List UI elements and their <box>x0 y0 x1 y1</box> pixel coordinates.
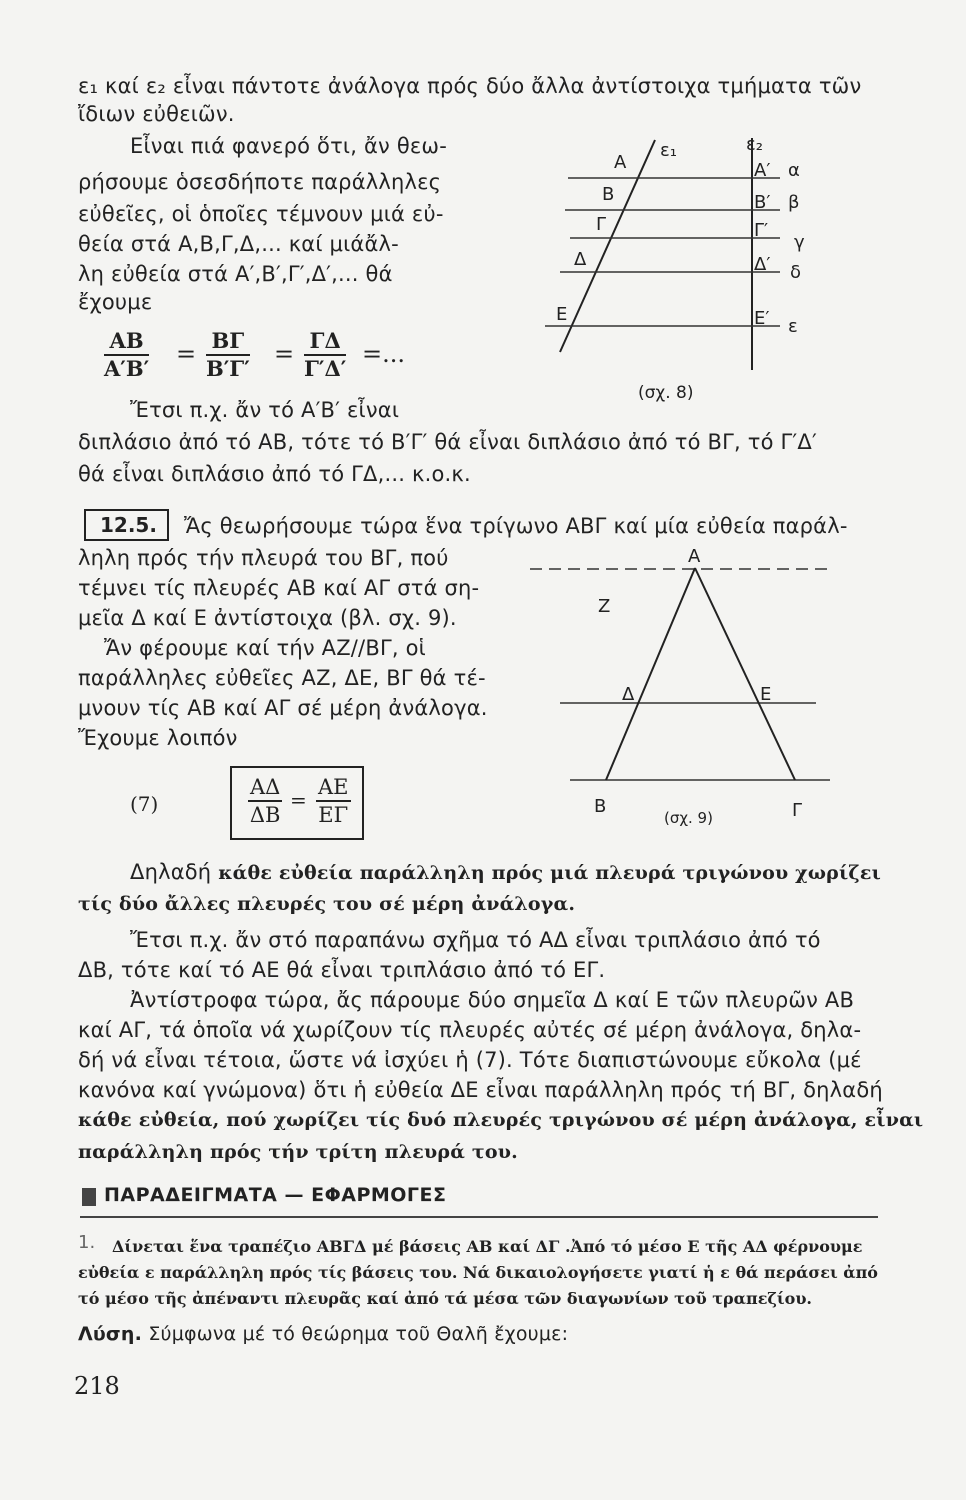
equals-ellipsis: =... <box>362 340 405 368</box>
theorem-line: τίς δύο ἄλλες πλευρές του σέ μέρη ἀνάλογα. <box>78 893 576 915</box>
label-E: Ε <box>556 304 568 325</box>
divider <box>80 1216 878 1218</box>
label-G: Γ <box>792 800 803 821</box>
label-e1: ε₁ <box>660 140 677 161</box>
text-line: ε₁ καί ε₂ εἶναι πάντοτε ἀνάλογα πρός δύο ἄλλα ἀντίστοιχα τμήματα τῶν <box>78 74 862 98</box>
converse-line: κάθε εὐθεία, πού χωρίζει τίς δυό πλευρές τριγώνου σέ μέρη ἀνάλογα, εἶναι <box>78 1109 924 1131</box>
label-E-prime: Ε′ <box>754 308 770 329</box>
text-line: εὐθεῖες, οἱ ὁποῖες τέμνουν μιά εὐ- <box>78 202 444 226</box>
section-number: 12.5. <box>84 509 169 541</box>
figure-9 <box>520 540 840 830</box>
text-line: ἔχουμε <box>78 290 153 314</box>
theorem-line: Δηλαδή κάθε εὐθεία παράλληλη πρός μιά πλευρά τριγώνου χωρίζει <box>130 860 881 884</box>
figure-9-caption: (σχ. 9) <box>664 809 713 827</box>
solution-line: Λύση. Σύμφωνα μέ τό θεώρημα τοῦ Θαλῆ ἔχουμε: <box>78 1323 569 1345</box>
label-epsilon: ε <box>788 316 798 337</box>
fraction-bg: $\frac{B\Gamma}{B'\Gamma'}$ <box>206 328 250 381</box>
text-line: διπλάσιο ἀπό τό ΑΒ, τότε τό Β′Γ′ θά εἶναι διπλάσιο ἀπό τό ΒΓ, τό Γ′Δ′ <box>78 430 817 454</box>
text-line: Ἔτσι π.χ. ἄν τό Α′Β′ εἶναι <box>130 398 400 422</box>
text-line: Ἔχουμε λοιπόν <box>78 726 238 750</box>
label-D: Δ <box>574 249 587 270</box>
text-line: παράλληλες εὐθεῖες ΑΖ, ΔΕ, ΒΓ θά τέ- <box>78 666 486 690</box>
text-line: μεῖα Δ καί Ε ἀντίστοιχα (βλ. σχ. 9). <box>78 606 457 630</box>
text-line: ρήσουμε ὁσεσδήποτε παράλληλες <box>78 170 442 194</box>
label-delta: δ <box>790 262 802 283</box>
label-alpha: α <box>788 160 800 181</box>
exercise-line: τό μέσο τῆς ἀπέναντι πλευρᾶς καί ἀπό τά μέσα τῶν διαγωνίων τοῦ τραπεζίου. <box>78 1289 812 1308</box>
label-A: Α <box>614 152 627 173</box>
label-Z: Ζ <box>598 596 611 617</box>
text-line: κανόνα καί γνώμονα) ὅτι ἡ εὐθεία ΔΕ εἶναι παράλληλη πρός τή ΒΓ, δηλαδή <box>78 1078 883 1102</box>
equals-sign: = <box>290 788 307 812</box>
page-number: 218 <box>74 1372 120 1400</box>
text-line: Ἄς θεωρήσουμε τώρα ἕνα τρίγωνο ΑΒΓ καί μία εὐθεία παράλ- <box>184 514 848 538</box>
equals-sign: = <box>274 340 295 368</box>
text-line: λη εὐθεία στά Α′,Β′,Γ′,Δ′,... θά <box>78 262 393 286</box>
text-line: Ἀντίστροφα τώρα, ἄς πάρουμε δύο σημεῖα Δ καί Ε τῶν πλευρῶν ΑΒ <box>130 988 855 1012</box>
fraction-ab: $\frac{AB}{A'B'}$ <box>104 328 150 381</box>
text-line: Ἄν φέρουμε καί τήν ΑΖ//ΒΓ, οἱ <box>104 636 426 660</box>
equals-sign: = <box>176 340 197 368</box>
label-e2: ε₂ <box>746 134 763 155</box>
fraction-ad-db: $\frac{A\Delta}{\Delta B}$ <box>249 775 281 827</box>
fraction-gd: $\frac{\Gamma\Delta}{\Gamma'\Delta'}$ <box>304 328 347 381</box>
label-G-prime: Γ′ <box>754 220 769 241</box>
figure-8 <box>540 130 830 420</box>
text-line: μνουν τίς ΑΒ καί ΑΓ σέ μέρη ἀνάλογα. <box>78 696 488 720</box>
text-line: θεία στά Α,Β,Γ,Δ,... καί μιάἄλ- <box>78 232 399 256</box>
text-line: ΔΒ, τότε καί τό ΑΕ θά εἶναι τριπλάσιο ἀπό τό ΕΓ. <box>78 958 606 982</box>
label-B-prime: Β′ <box>754 192 771 213</box>
label-E: Ε <box>760 684 772 705</box>
exercise-line: Δίνεται ἕνα τραπέζιο ΑΒΓΔ μέ βάσεις ΑΒ καί ΔΓ .Ἀπό τό μέσο Ε τῆς ΑΔ φέρνουμε <box>112 1237 863 1256</box>
figure-8-caption: (σχ. 8) <box>638 383 694 403</box>
text-line: θά εἶναι διπλάσιο ἀπό τό ΓΔ,... κ.ο.κ. <box>78 462 471 486</box>
label-G: Γ <box>596 214 607 235</box>
examples-heading: ΠΑΡΑΔΕΙΓΜΑΤΑ — ΕΦΑΡΜΟΓΕΣ <box>104 1184 447 1206</box>
text-line: ἴδιων εὐθειῶν. <box>78 102 235 126</box>
label-B: Β <box>602 184 615 205</box>
label-A: Α <box>688 546 701 567</box>
text-line: ληλη πρός τήν πλευρά του ΒΓ, πού <box>78 546 449 570</box>
text-line: καί ΑΓ, τά ὁποῖα νά χωρίζουν τίς πλευρές αὐτές σέ μέρη ἀνάλογα, δηλα- <box>78 1018 862 1042</box>
label-D: Δ <box>622 684 635 705</box>
text-line: δή νά εἶναι τέτοια, ὥστε νά ἰσχύει ἡ (7). Τότε διαπιστώνουμε εὔκολα (μέ <box>78 1048 862 1072</box>
exercise-number: 1. <box>78 1232 96 1253</box>
label-A-prime: Α′ <box>754 160 771 181</box>
label-D-prime: Δ′ <box>754 254 771 275</box>
text-line: Εἶναι πιά φανερό ὅτι, ἄν θεω- <box>130 134 447 158</box>
heading-marker <box>82 1188 96 1206</box>
label-gamma: γ <box>794 232 805 253</box>
formula-tag: (7) <box>130 792 159 816</box>
label-B: Β <box>594 796 607 817</box>
label-beta: β <box>788 192 800 213</box>
fraction-ae-eg: $\frac{AE}{E\Gamma}$ <box>318 775 349 827</box>
text-line: τέμνει τίς πλευρές ΑΒ καί ΑΓ στά ση- <box>78 576 480 600</box>
exercise-line: εὐθεία ε παράλληλη πρός τίς βάσεις του. Νά δικαιολογήσετε γιατί ἡ ε θά περάσει ἀπό <box>78 1263 878 1282</box>
converse-line: παράλληλη πρός τήν τρίτη πλευρά του. <box>78 1141 518 1163</box>
text-line: Ἔτσι π.χ. ἄν στό παραπάνω σχῆμα τό ΑΔ εἶναι τριπλάσιο ἀπό τό <box>130 928 821 952</box>
